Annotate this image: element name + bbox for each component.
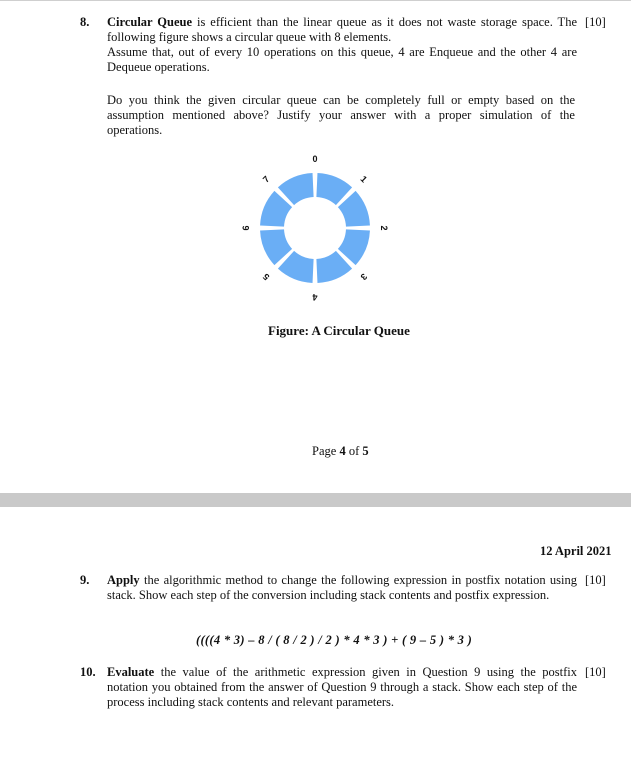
footer-current-page: 4 — [339, 444, 346, 458]
question-8-marks: [10] — [585, 15, 606, 29]
question-10-rest: the value of the arithmetic expression given in Question 9 using the postfix notation you obtained from the answer of Question 9 through a stack. Show each step of the process including stack contents and relevant parameters. — [107, 665, 577, 709]
footer-prefix: Page — [312, 444, 340, 458]
page-5 — [0, 507, 631, 767]
question-9-number: 9. — [80, 573, 90, 587]
question-8-number: 8. — [80, 15, 90, 29]
question-10-marks: [10] — [585, 665, 606, 679]
question-9-bold-lead: Apply — [107, 573, 140, 587]
question-10-number: 10. — [80, 665, 96, 679]
figure-caption: Figure: A Circular Queue — [268, 323, 410, 338]
queue-slot-label-7: 7 — [260, 173, 272, 185]
footer-total-pages: 5 — [362, 444, 369, 458]
queue-slot-label-4: 4 — [312, 292, 318, 302]
queue-slot-labels — [241, 154, 389, 302]
question-9-rest: the algorithmic method to change the following expression in postfix notation using stack. Show each step of the conversion including stack contents and postfix expression. — [107, 573, 577, 602]
question-8-bold-lead: Circular Queue — [107, 15, 193, 29]
question-9-expression: ((((4 * 3) – 8 / ( 8 / 2 ) / 2 ) * 4 * 3 ) + ( 9 – 5 ) * 3 ) — [196, 633, 473, 647]
queue-slot-label-5: 5 — [260, 271, 272, 283]
page-footer — [312, 444, 369, 459]
queue-slot-label-0: 0 — [312, 154, 318, 164]
queue-slot-label-2: 2 — [379, 225, 389, 231]
question-10-bold-lead: Evaluate — [107, 665, 155, 679]
page-separator — [0, 493, 631, 507]
question-8-paragraph-2: Do you think the given circular queue can be completely full or empty based on the assumption mentioned above? Justify your answer with a proper simulation of the operations. — [107, 93, 575, 137]
question-8-assumption: Assume that, out of every 10 operations on this queue, 4 are Enqueue and the other 4 are Dequeue operations. — [107, 45, 577, 74]
circular-queue-figure — [240, 143, 390, 313]
question-8-text: is efficient than the linear queue as it does not waste storage space. The following figure shows a circular queue with 8 elements. — [107, 15, 577, 44]
question-8-paragraph-1 — [107, 15, 577, 45]
footer-middle: of — [345, 444, 363, 458]
question-9-text — [107, 573, 577, 603]
queue-slot-label-6: 6 — [241, 225, 251, 231]
queue-ring — [260, 173, 370, 283]
queue-slot-label-1: 1 — [358, 173, 370, 185]
queue-slot-label-3: 3 — [358, 271, 370, 283]
question-10-text — [107, 665, 577, 710]
question-9-marks: [10] — [585, 573, 606, 587]
exam-date: 12 April 2021 — [540, 544, 612, 558]
